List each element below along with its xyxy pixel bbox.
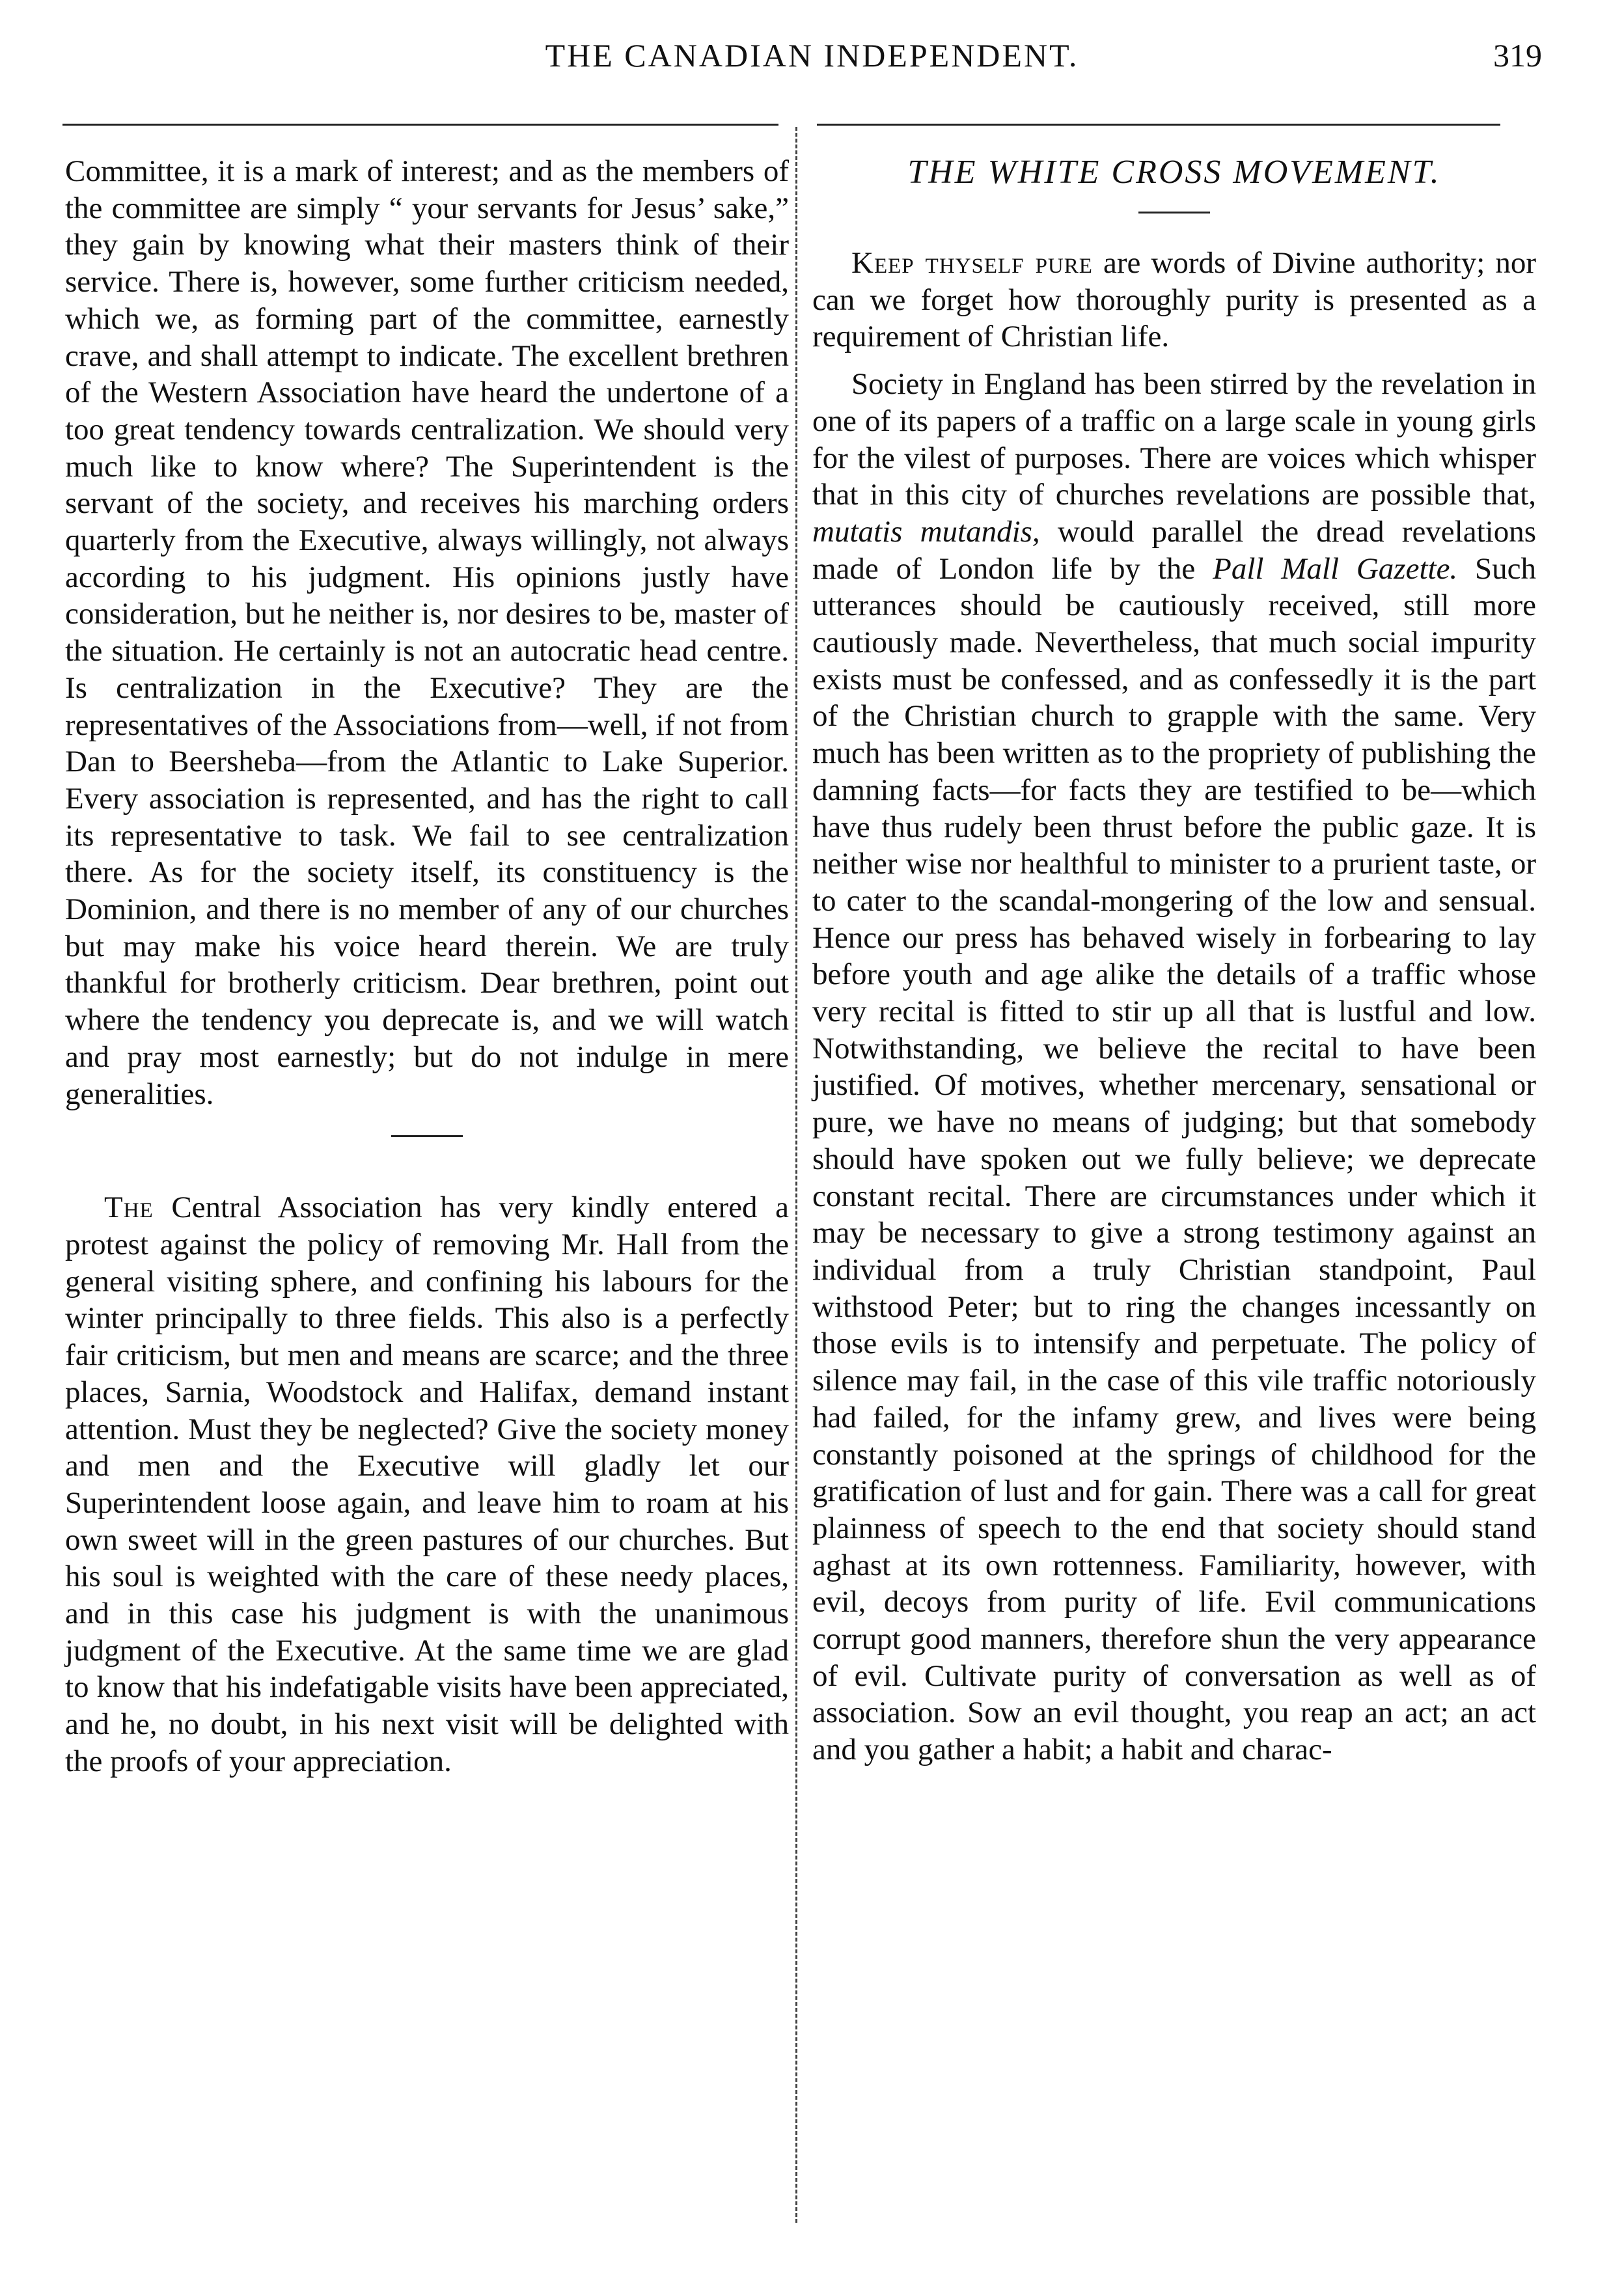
opening-paragraph (812, 245, 1536, 355)
left-column (65, 153, 789, 1780)
paragraph-lead: Keep thyself pure (851, 246, 1093, 280)
italic-phrase-gazette: Pall Mall Gazette. (1213, 551, 1458, 586)
paragraph-body: Central Association has very kindly entered a protest against the policy of removing Mr. Hall from the general visiting sphere, and confining his labours for the winter principally to three fields. This also is a perfectly fair criticism, but men and means are scarce; and the three places, Sarnia, Woodstock and Halifax, demand instant attention. Must they be neglected? Give the society money and men and the Executive will gladly let our Superintendent loose again, and leave him to roam at his own sweet will in the green pastures of our churches. But his soul is weighted with the care of these needy places, and in this case his judgment is with the unanimous judgment of the Executive. At the same time we are glad to know that his indefatigable visits have been appreciated, and he, no doubt, in his next visit will be delighted with the proofs of your appreciation. (65, 1190, 789, 1778)
continued-paragraph: Committee, it is a mark of interest; and as the members of the committee are simply “ your servants for Jesus’ sake,” they gain by knowing what their masters think of their service. There is, however, some further criticism needed, which we, as forming part of the committee, earnestly crave, and shall attempt to indicate. The excellent brethren of the Western Association have heard the undertone of a too great tendency towards centralization. We should very much like to know where? The Superintendent is the servant of the society, and receives his marching orders quarterly from the Executive, always willingly, not always according to his judgment. His opinions justly have consideration, but he neither is, nor desires to be, master of the situation. He certainly is not an autocratic head centre. Is centralization in the Executive? They are the representatives of the Associations from—well, if not from Dan to Beersheba—from the Atlantic to Lake Superior. Every association is represented, and has the right to call its representative to task. We fail to see centralization there. As for the society itself, its constituency is the Dominion, and there is no member of any of our churches but may make his voice heard therein. We are truly thankful for brotherly criticism. Dear brethren, point out where the tendency you deprecate is, and we will watch and pray most earnestly; but do not indulge in mere generalities. (65, 154, 789, 1111)
title-divider (1138, 212, 1210, 213)
central-association-paragraph (65, 1189, 789, 1780)
column-divider (795, 127, 797, 2223)
header-rule-left (62, 124, 778, 126)
running-title: THE CANADIAN INDEPENDENT. (545, 37, 1079, 74)
section-divider (391, 1135, 463, 1137)
page-header (62, 36, 1562, 101)
paragraph-body: are words of Divine authority; nor can we forget how thoroughly purity is presented as a requirement of Christian life. (812, 246, 1536, 354)
paragraph-lead: The (104, 1190, 154, 1225)
header-rule-right (817, 124, 1500, 126)
paragraph-part-a: Society in England has been stirred by the revelation in one of its papers of a traffic on a large scale in young girls for the vilest of purposes. There are voices which whisper that in this city of churches revelations are possible that, (812, 367, 1536, 512)
paragraph-part-c: Such utterances should be cautiously received, still more cautiously made. Nevertheless, that much social impurity exists must be confessed, and as confessedly it is the part of the Christian church to grapple with the same. Very much has been written as to the propriety of publishing the damning facts—for facts they are testified to be—which have thus rudely been thrust before the public gaze. It is neither wise nor healthful to minister to a prurient taste, or to cater to the scandal-mongering of the low and sensual. Hence our press has behaved wisely in forbearing to lay before youth and age alike the details of a traffic whose very recital is fitted to stir up all that is lustful and low. Notwithstanding, we believe the recital to have been justified. Of motives, whether mercenary, sensational or pure, we have no means of judging; but that somebody should have spoken out we fully believe; we deprecate constant recital. There are circumstances under which it may be necessary to give a strong testimony against an individual from a truly Christian standpoint, Paul withstood Peter; but to ring the changes incessantly on those evils is to intensify and perpetuate. The policy of silence may fail, in the case of this vile traffic notoriously had failed, for the infamy grew, and lives were being constantly poisoned at the springs of childhood for the gratification of lust and for gain. There was a call for great plainness of speech to the end that society should stand aghast at its own rottenness. Familiarity, however, with evil, decoys from purity of life. Evil communications corrupt good manners, therefore shun the very appearance of evil. Cultivate purity of conversation as well as of association. Sow an evil thought, you reap an act; an act and you gather a habit; a habit and charac- (812, 551, 1537, 1767)
article-title: THE WHITE CROSS MOVEMENT. (907, 154, 1441, 191)
society-paragraph (812, 366, 1536, 1768)
italic-phrase-mutatis: mutatis mutandis, (812, 514, 1040, 549)
right-column (812, 153, 1536, 1768)
page-number: 319 (1493, 37, 1542, 74)
paragraph-part-b: would parallel the dread revelations made of London life by the (812, 514, 1536, 586)
